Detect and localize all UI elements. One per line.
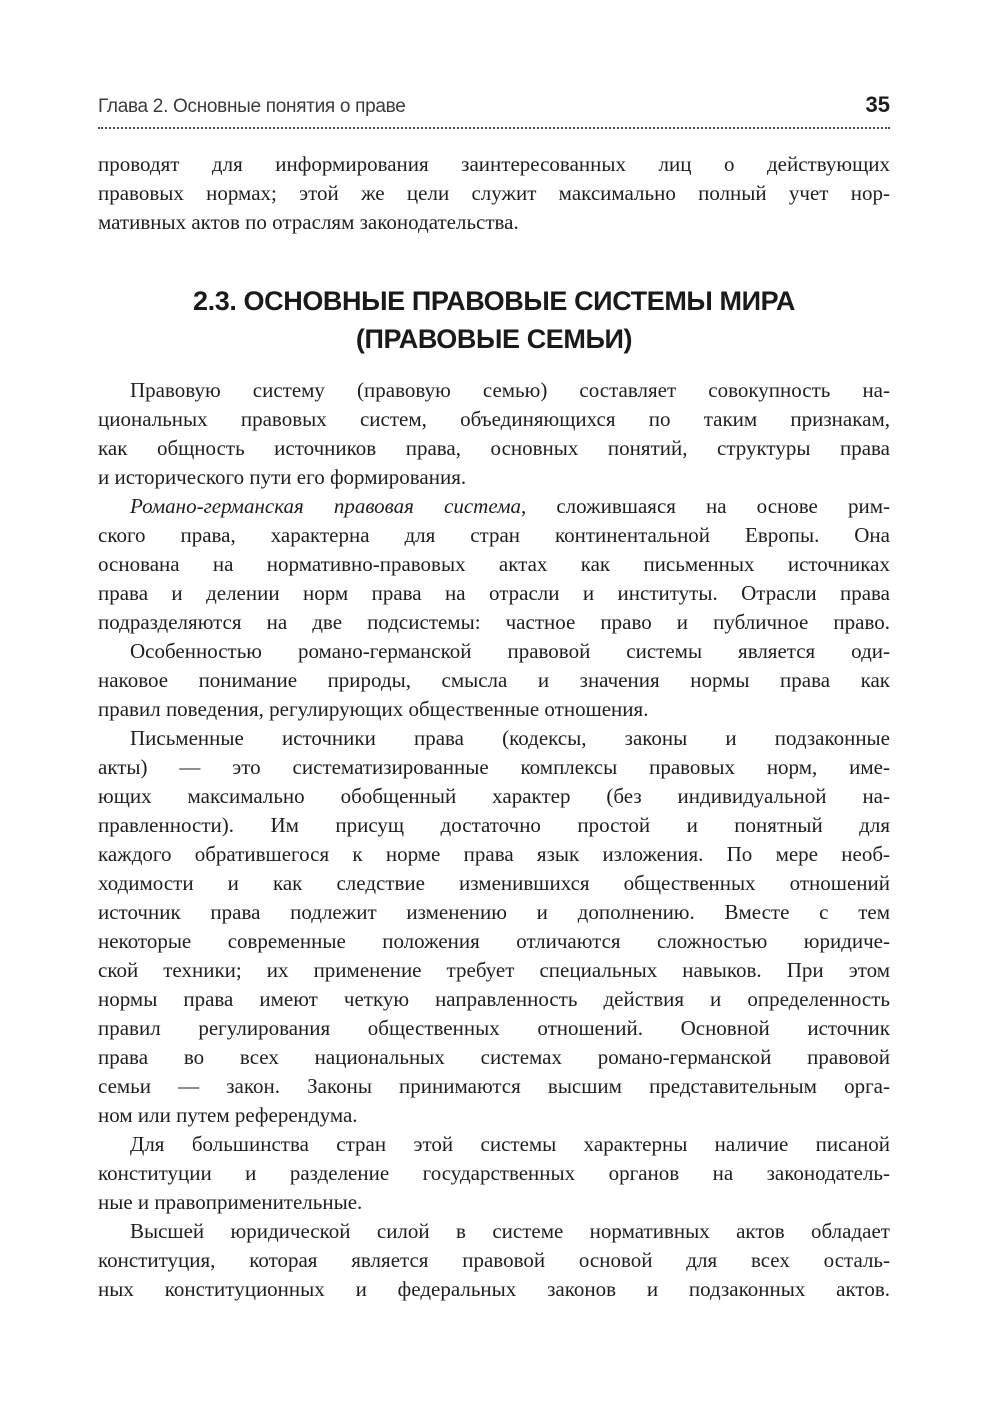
section-heading-line: 2.3. ОСНОВНЫЕ ПРАВОВЫЕ СИСТЕМЫ МИРА — [193, 286, 795, 316]
text-line: подразделяются на две подсистемы: частное право и публичное право. — [98, 610, 890, 634]
text-line: Особенностью романо-германской правовой системы является оди- — [130, 639, 890, 663]
text-line: конституции и разделение государственных органов на законодатель- — [98, 1161, 890, 1185]
text-line: права во всех национальных системах романо-германской правовой — [98, 1045, 890, 1069]
text-line: ходимости и как следствие изменившихся общественных отношений — [98, 871, 890, 895]
text-line: ных конституционных и федеральных законов и подзаконных актов. — [98, 1277, 890, 1301]
running-header — [98, 92, 890, 132]
text-line: каждого обратившегося к норме права язык изложения. По мере необ- — [98, 842, 890, 866]
text-line: ном или путем референдума. — [98, 1103, 358, 1127]
header-divider — [98, 127, 890, 129]
text-line: правил регулирования общественных отношений. Основной источник — [98, 1016, 890, 1040]
text-line: ющих максимально обобщенный характер (без индивидуальной на- — [98, 784, 890, 808]
text-line: правовых нормах; этой же цели служит максимально полный учет нор- — [98, 181, 890, 205]
text-line: конституция, которая является правовой основой для всех осталь- — [98, 1248, 890, 1272]
text-line: наковое понимание природы, смысла и значения нормы права как — [98, 668, 890, 692]
section-heading — [98, 282, 890, 358]
text-fragment: , сложившаяся на основе рим- — [521, 494, 890, 518]
text-line: ской техники; их применение требует специальных навыков. При этом — [98, 958, 890, 982]
text-line: некоторые современные положения отличаются сложностью юридиче- — [98, 929, 890, 953]
text-line: источник права подлежит изменению и дополнению. Вместе с тем — [98, 900, 890, 924]
text-line: основана на нормативно-правовых актах как письменных источниках — [98, 552, 890, 576]
paragraph-5 — [98, 1130, 890, 1217]
text-line: Высшей юридической силой в системе нормативных актов обладает — [130, 1219, 890, 1243]
text-line: Правовую систему (правовую семью) составляет совокупность на- — [130, 378, 890, 402]
chapter-title: Глава 2. Основные понятия о праве — [98, 96, 406, 117]
paragraph-6 — [98, 1217, 890, 1304]
text-line: Для большинства стран этой системы характерны наличие писаной — [130, 1132, 890, 1156]
text-line: нормы права имеют четкую направленность действия и определенность — [98, 987, 890, 1011]
section-body — [98, 376, 890, 1304]
text-line: правил поведения, регулирующих общественные отношения. — [98, 697, 649, 721]
text-line: ные и правоприменительные. — [98, 1190, 363, 1214]
paragraph-3 — [98, 637, 890, 724]
page-number: 35 — [865, 92, 890, 117]
text-line: циональных правовых систем, объединяющихся по таким признакам, — [98, 407, 890, 431]
text-line: проводят для информирования заинтересованных лиц о действующих — [98, 152, 890, 176]
text-line: правленности). Им присущ достаточно простой и понятный для — [98, 813, 890, 837]
text-line: мативных актов по отраслям законодательства. — [98, 210, 519, 234]
text-line: Письменные источники права (кодексы, законы и подзаконные — [130, 726, 890, 750]
paragraph-1 — [98, 376, 890, 492]
italic-term: Романо-германская правовая система — [130, 494, 522, 518]
text-line: семьи — закон. Законы принимаются высшим представительным орга- — [98, 1074, 890, 1098]
paragraph-4 — [98, 724, 890, 1130]
text-line: ского права, характерна для стран континентальной Европы. Она — [98, 523, 890, 547]
text-line: акты) — это систематизированные комплексы правовых норм, име- — [98, 755, 890, 779]
paragraph-2 — [98, 492, 890, 637]
text-line — [98, 492, 890, 521]
text-line: права и делении норм права на отрасли и институты. Отрасли права — [98, 581, 890, 605]
intro-paragraph — [98, 150, 890, 237]
section-heading-line: (ПРАВОВЫЕ СЕМЬИ) — [355, 324, 633, 354]
text-line: и исторического пути его формирования. — [98, 465, 467, 489]
text-line: как общность источников права, основных понятий, структуры права — [98, 436, 890, 460]
